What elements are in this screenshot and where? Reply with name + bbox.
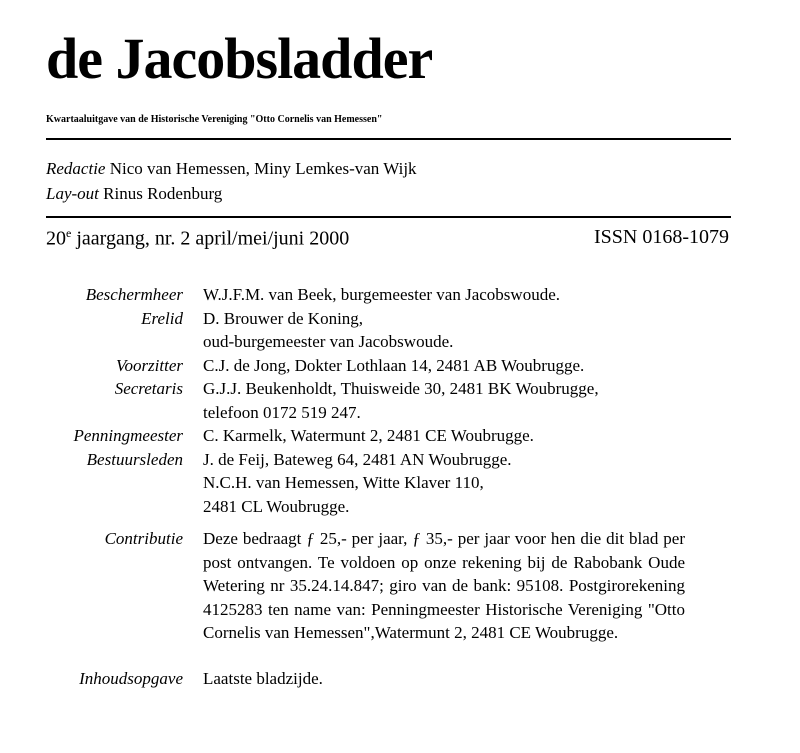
- board-line: N.C.H. van Hemessen, Witte Klaver 110,: [203, 473, 484, 492]
- board-label-secretaris: Secretaris: [114, 379, 183, 398]
- board-line: oud-burgemeester van Jacobswoude.: [203, 332, 454, 351]
- board-label-inhoudsopgave: Inhoudsopgave: [79, 668, 183, 688]
- board-value-erelid: [203, 307, 685, 354]
- board-line: D. Brouwer de Koning,: [203, 308, 364, 328]
- board-line: W.J.F.M. van Beek, burgemeester van Jacobswoude.: [203, 285, 560, 304]
- credit-label-layout: Lay-out: [46, 184, 99, 203]
- credit-row-layout: [46, 181, 417, 206]
- top-divider: [46, 138, 731, 140]
- masthead-title: de Jacobsladder: [46, 26, 433, 91]
- board-row-penningmeester: [0, 424, 800, 448]
- board-line: 2481 CL Woubrugge.: [203, 496, 350, 516]
- board-row-erelid: [0, 307, 800, 354]
- board-line: C. Karmelk, Watermunt 2, 2481 CE Woubrugge.: [203, 426, 534, 445]
- issue-info: [46, 226, 349, 251]
- board-label-beschermheer: Beschermheer: [85, 285, 183, 304]
- board-value-voorzitter: [203, 354, 685, 378]
- board-line: telefoon 0172 519 247.: [203, 402, 361, 422]
- board-row-inhoudsopgave: [0, 667, 800, 691]
- issue-divider: [46, 216, 731, 218]
- board-row-contributie: [0, 527, 800, 645]
- board-value-secretaris: [203, 377, 685, 424]
- board-list: [0, 283, 800, 690]
- board-value-inhoudsopgave: Laatste bladzijde.: [203, 668, 323, 688]
- issue-superscript: e: [66, 226, 72, 240]
- credit-row-redactie: [46, 156, 417, 181]
- issue-details: jaargang, nr. 2 april/mei/juni 2000: [71, 227, 350, 250]
- credit-label-redactie: Redactie: [46, 159, 106, 178]
- board-label-contributie: Contributie: [104, 529, 183, 548]
- board-label-erelid: Erelid: [141, 308, 183, 328]
- board-line: J. de Feij, Bateweg 64, 2481 AN Woubrugge.: [203, 449, 512, 469]
- issn-number: ISSN 0168-1079: [593, 226, 729, 248]
- masthead-subtitle: Kwartaaluitgave van de Historische Vereniging "Otto Cornelis van Hemessen": [46, 114, 383, 125]
- board-value-beschermheer: [203, 283, 685, 307]
- board-value-bestuursleden: [203, 448, 685, 519]
- board-label-penningmeester: Penningmeester: [73, 426, 183, 445]
- board-label-voorzitter: Voorzitter: [115, 355, 183, 375]
- board-value-penningmeester: [203, 424, 685, 448]
- board-line: C.J. de Jong, Dokter Lothlaan 14, 2481 AB Woubrugge.: [203, 355, 585, 375]
- board-row-voorzitter: [0, 354, 800, 378]
- board-label-bestuursleden: Bestuursleden: [86, 449, 183, 469]
- board-row-bestuursleden: [0, 448, 800, 519]
- board-line: G.J.J. Beukenholdt, Thuisweide 30, 2481 BK Woubrugge,: [203, 379, 599, 398]
- credit-value-layout: Rinus Rodenburg: [103, 184, 223, 203]
- board-row-secretaris: [0, 377, 800, 424]
- board-row-beschermheer: [0, 283, 800, 307]
- credits-block: [46, 156, 417, 206]
- credit-value-redactie: Nico van Hemessen, Miny Lemkes-van Wijk: [109, 159, 417, 178]
- issue-number: 20: [46, 227, 66, 250]
- board-value-contributie: Deze bedraagt ƒ 25,- per jaar, ƒ 35,- per jaar voor hen die dit blad per post ontvangen. Te voldoen op onze rekening bij de Rabobank Oude Wetering nr 35.24.14.847; giro van de bank: 95108. Postgirorekening 4125283 ten name van: Penningmeester Historische Vereniging "Otto Cornelis van Hemessen",Watermunt 2, 2481 CE Woubrugge.: [203, 529, 685, 642]
